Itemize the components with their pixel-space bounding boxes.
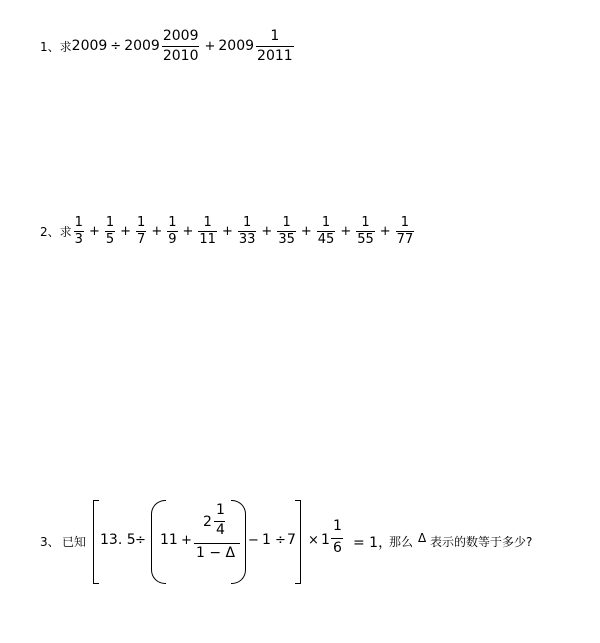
fraction-bar [331,538,343,539]
numerator: 1 [282,214,291,230]
fraction [331,520,343,564]
numerator: 1 [137,214,146,230]
term: 13. 5 [100,532,136,548]
problem-number: 2、 [40,224,60,239]
numerator: 1 [400,214,410,230]
problem-2 [40,213,416,249]
fraction [317,215,336,248]
equals: = 1， [353,535,393,551]
operator: ÷ [135,533,146,548]
operator: + [340,223,352,239]
fraction [136,215,146,248]
problem-prefix: 求 [59,224,72,239]
numerator: 1 [168,214,177,230]
operator: ÷ [275,533,286,548]
numerator: 1 [105,214,115,230]
problem-number: 1、 [40,39,60,54]
numerator: 1 [333,518,342,534]
fraction [396,215,415,248]
operator: + [261,223,273,239]
fraction [356,215,375,248]
denominator: 45 [317,231,335,247]
problem-1 [40,26,296,66]
denominator: 3 [74,231,83,247]
denominator: 6 [333,540,342,556]
operator: ÷ [110,38,122,54]
operator: + [88,223,100,239]
problem-prefix: 已知 [62,535,87,549]
term: 2009 [218,38,255,54]
operator: + [300,223,312,239]
denominator: 1 − Δ [196,545,236,561]
denominator: 55 [357,231,374,247]
fraction [162,27,200,66]
operator: × [308,533,319,548]
denominator: 35 [278,231,295,247]
denominator: 5 [105,231,115,247]
term: 11 [160,532,178,548]
fraction [74,215,84,248]
denominator: 2011 [257,47,293,64]
numerator: 1 [270,27,280,44]
denominator: 11 [199,231,216,247]
fraction [277,215,296,248]
question-text: 表示的数等于多少? [430,535,533,549]
operator: + [181,533,192,548]
left-square-bracket [93,500,99,584]
denominator: 2010 [162,47,199,64]
term: 7 [287,532,296,548]
term: 2009 [71,38,108,54]
numerator: 1 [242,214,252,230]
problem-prefix: 求 [59,39,72,54]
numerator: 1 [321,214,331,230]
mixed-whole: 2 [203,514,212,530]
operator: + [204,38,216,54]
fraction [238,215,257,248]
operator: − [248,533,259,548]
question-text: 那么 [389,535,414,549]
right-parenthesis [231,500,246,584]
right-square-bracket [295,500,301,584]
operator: + [120,223,132,239]
numerator: 1 [203,214,212,230]
mixed-denominator: 4 [216,522,225,538]
fraction [198,215,217,248]
mixed-whole: 1 [321,532,330,548]
denominator: 33 [238,231,256,247]
denominator: 77 [396,231,414,247]
fraction [105,215,115,248]
numerator: 2009 [162,27,199,44]
fraction [167,215,177,248]
numerator: 1 [74,214,83,230]
problem-number: 3、 [40,535,60,549]
term: 1 [262,532,271,548]
operator: + [221,223,233,239]
operator: + [151,223,163,239]
term: 2009 [124,38,160,54]
problem-3 [0,495,600,590]
operator: + [182,223,194,239]
operator: + [379,223,391,239]
fraction [256,27,294,66]
denominator: 9 [168,231,177,247]
delta-symbol: Δ [418,531,427,545]
numerator: 1 [361,214,370,230]
denominator: 7 [137,231,146,247]
mixed-numerator: 1 [216,502,225,518]
